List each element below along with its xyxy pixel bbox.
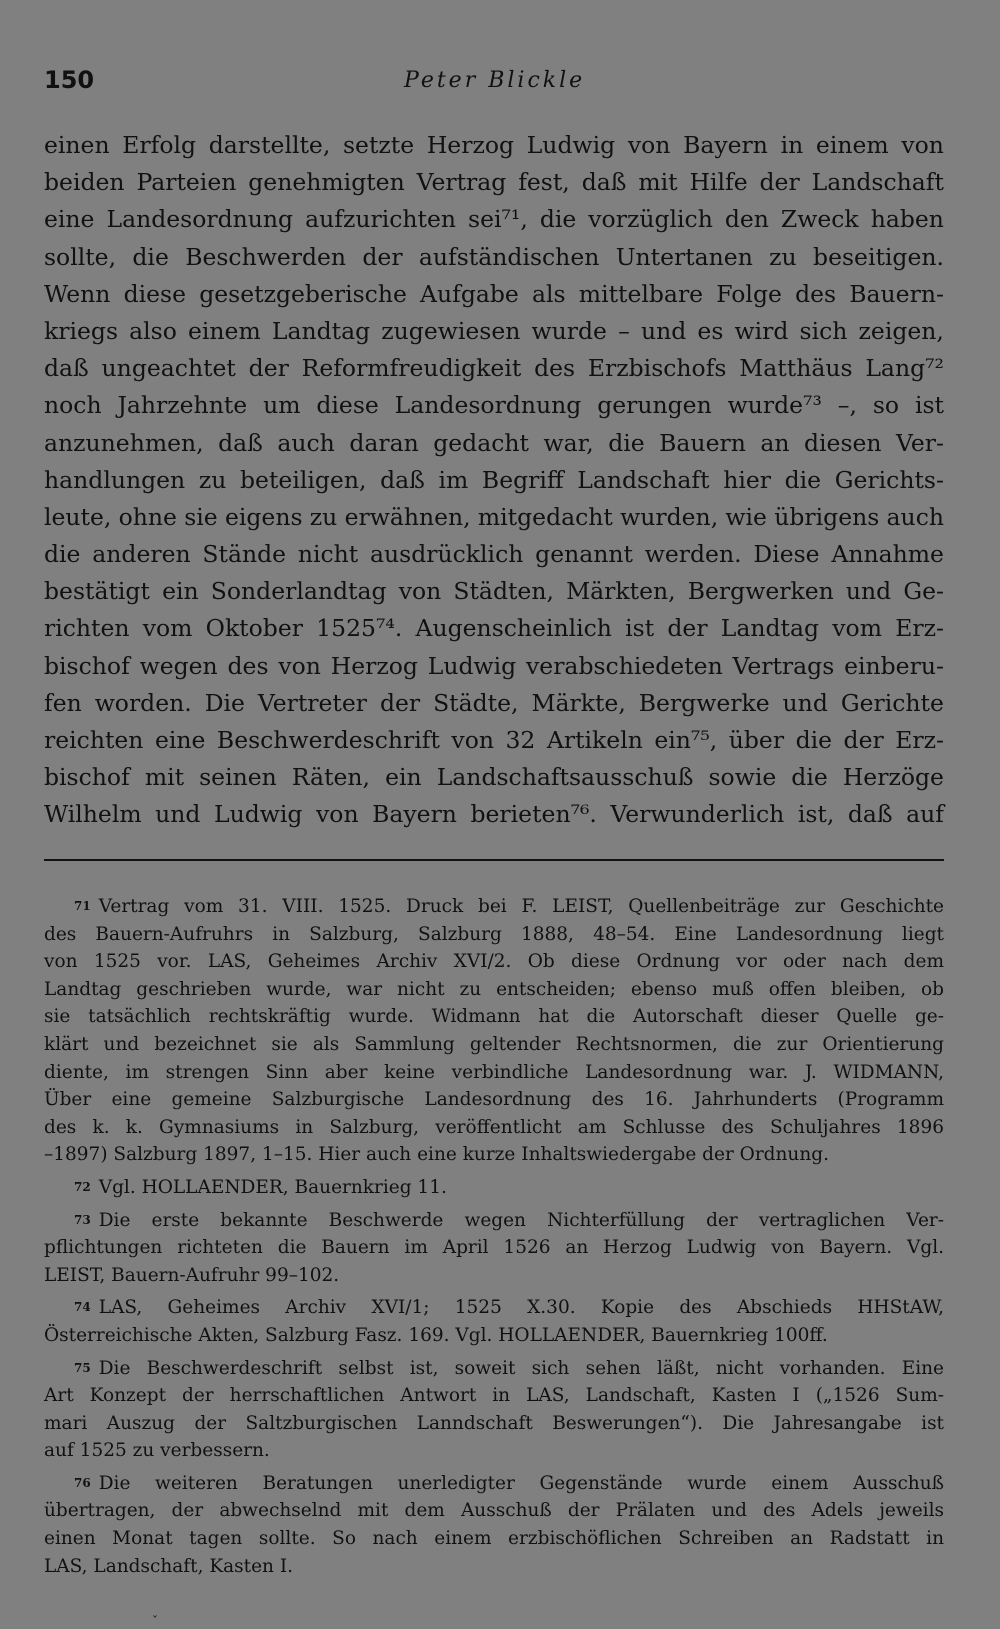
word: des [795, 279, 837, 308]
stray-mark: ˇ [152, 1614, 158, 1628]
body-line [44, 573, 944, 610]
word: – [618, 316, 630, 345]
footnote-line [44, 921, 944, 949]
word: die [791, 763, 828, 792]
word: mitgedacht [477, 502, 613, 531]
footnote-line [44, 1234, 944, 1262]
word: daß [581, 168, 627, 197]
word: daß [847, 800, 893, 829]
word: Ludwig [214, 800, 303, 829]
footnote-text: Landtag geschrieben wurde, war nicht zu entscheiden; ebenso muß offen bleiben, ob [44, 978, 944, 1000]
word: Zweck [780, 205, 859, 234]
word: der [248, 354, 289, 383]
word: eine [154, 726, 206, 754]
body-line [44, 685, 944, 722]
word: Bauern [659, 428, 746, 457]
word: in [780, 131, 804, 159]
footnote [44, 893, 944, 1169]
word: Beschwerdeschrift [216, 726, 440, 754]
word: setzte [342, 131, 415, 159]
word: Räten, [291, 763, 371, 792]
body-line [44, 313, 944, 350]
footnote-line [44, 1525, 944, 1553]
footnote-line [44, 1294, 944, 1322]
word: Hilfe [689, 168, 748, 197]
word: Parteien [136, 168, 237, 197]
word: auf [906, 800, 944, 829]
word: beteiligen, [240, 465, 367, 494]
body-line [44, 499, 944, 536]
word: Sonderlandtag [210, 577, 387, 606]
word: der [379, 688, 421, 717]
body-line [44, 201, 944, 238]
word: genehmigten [248, 168, 405, 197]
word: zeigen, [858, 316, 944, 345]
footnote-text: sie tatsächlich rechtskräftig wurde. Widmann hat die Autorschaft dieser Quelle ge- [44, 1006, 944, 1028]
word: leute, [44, 502, 112, 531]
body-line [44, 350, 944, 387]
word: von [627, 131, 671, 159]
word: diese [123, 279, 187, 308]
word: zu [198, 465, 227, 494]
word: sowie [708, 763, 777, 792]
body-line [44, 759, 944, 796]
word: seinen [199, 763, 277, 792]
word: beseitigen. [813, 242, 944, 271]
footnote-number: 72 [74, 1179, 91, 1194]
footnote-separator [44, 859, 944, 861]
footnote-line [44, 1382, 944, 1410]
footnote-text: Art Konzept der herrschaftlichen Antwort in LAS, Landschaft, Kasten I („1526 Sum- [44, 1385, 944, 1407]
word: von [901, 131, 944, 159]
word: einen [44, 131, 110, 159]
word: Artikeln [546, 726, 643, 754]
footnote-text: Die erste bekannte Beschwerde wegen Nichterfüllung der vertraglichen Ver- [98, 1209, 944, 1231]
word: wird [734, 316, 789, 345]
word: hier [723, 465, 771, 494]
footnote-text: von 1525 vor. LAS, Geheimes Archiv XVI/2. Ob diese Ordnung vor oder nach dem [44, 951, 944, 973]
word: ein⁷⁵, [654, 726, 718, 754]
body-line [44, 387, 944, 424]
footnote [44, 1174, 944, 1202]
word: Gerichte [840, 688, 944, 717]
footnote-line [44, 1114, 944, 1142]
footnote-line [44, 1031, 944, 1059]
footnote-line [44, 948, 944, 976]
word: Städten, [453, 577, 554, 606]
word: mit [144, 763, 185, 792]
word: vom [142, 614, 193, 643]
body-line [44, 127, 944, 164]
word: und [845, 577, 892, 606]
word: die [132, 242, 169, 271]
word: darstellte, [208, 131, 331, 159]
body-line [44, 462, 944, 499]
word: Begriff [481, 465, 564, 494]
footnote-line [44, 1059, 944, 1087]
footnote-text: Die weiteren Beratungen unerledigter Gegenstände wurde einem Ausschuß [98, 1472, 944, 1494]
footnote-text: mari Auszug der Saltzburgischen Lanndschaft Beswerungen“). Die Jahresangabe ist [44, 1412, 944, 1434]
word: Landtag [271, 316, 371, 345]
word: 1525⁷⁴. [316, 614, 403, 643]
footnote-text: pflichtungen richteten die Bauern im April 1526 an Herzog Ludwig von Bayern. Vgl. [44, 1237, 944, 1259]
page-number: 150 [44, 66, 95, 94]
word: Wenn [44, 279, 111, 308]
word: Annahme [831, 540, 944, 569]
footnote-text: klärt und bezeichnet sie als Sammlung geltender Rechtsnormen, die zur Orientierung [44, 1033, 944, 1055]
word: der [843, 726, 884, 754]
word: die [44, 540, 81, 569]
word: Herzöge [842, 763, 944, 792]
word: Untertanen [615, 242, 753, 271]
footnote-line [44, 1003, 944, 1031]
word: daß [380, 465, 425, 494]
word: Beschwerden [185, 242, 347, 271]
word: Vertreter [257, 688, 368, 717]
body-line [44, 239, 944, 276]
word: Landesordnung [394, 391, 582, 420]
word: richten [44, 614, 130, 643]
word: fest, [518, 168, 570, 197]
word: ein [385, 763, 422, 792]
word: im [438, 465, 469, 494]
word: Die [204, 688, 245, 717]
word: die [608, 428, 645, 457]
word: Verwunderlich [610, 800, 785, 829]
word: sich [799, 316, 848, 345]
footnote-text: diente, im strengen Sinn aber keine verbindliche Landesordnung war. J. WIDMANN, [44, 1061, 944, 1083]
word: zugewiesen [381, 316, 521, 345]
word: Landschaft [811, 168, 944, 197]
word: gerungen [597, 391, 712, 420]
word: der [362, 242, 403, 271]
word: vorzüglich [588, 205, 713, 234]
word: Ver- [896, 428, 944, 457]
word: um [263, 391, 301, 420]
word: von [398, 577, 442, 606]
word: Ge- [903, 577, 944, 606]
word: an [760, 428, 790, 457]
word: Bergwerke [638, 688, 770, 717]
word: noch [44, 391, 102, 420]
word: die [539, 205, 577, 234]
word: es [697, 316, 724, 345]
footnote-line [44, 1355, 944, 1383]
word: Herzog [330, 651, 418, 680]
word: Märkte, [531, 688, 626, 717]
footnote-number: 75 [74, 1360, 91, 1375]
word: aufzurichten [305, 205, 457, 234]
word: zu [309, 502, 338, 531]
word: reichten [44, 726, 144, 754]
footnote-text: Über eine gemeine Salzburgische Landesordnung des 16. Jahrhunderts (Programm [44, 1089, 944, 1111]
word: sollte, [44, 242, 117, 271]
word: wurde⁷³ [727, 391, 822, 420]
word: Landschaft [577, 465, 710, 494]
word: bischof [44, 651, 130, 680]
word: aufständischen [418, 242, 600, 271]
word: vom [832, 614, 882, 643]
word: eine [44, 205, 95, 234]
word: genannt [535, 540, 633, 569]
footnote-line [44, 1207, 944, 1235]
word: Matthäus [739, 354, 853, 383]
word: berieten⁷⁶. [470, 800, 597, 829]
word: Ludwig [427, 651, 517, 680]
word: übrigens [774, 502, 880, 531]
word: Erz- [895, 614, 944, 643]
footnote-line [44, 1437, 944, 1465]
word: über [728, 726, 785, 754]
footnote-text: Österreichische Akten, Salzburg Fasz. 169. Vgl. HOLLAENDER, Bauernkrieg 100ff. [44, 1324, 828, 1346]
word: Bayern [372, 800, 457, 829]
body-line [44, 276, 944, 313]
word: worden. [94, 688, 192, 717]
footnote-text: Vgl. HOLLAENDER, Bauernkrieg 11. [98, 1176, 447, 1198]
footnote-line [44, 976, 944, 1004]
word: Aufgabe [420, 279, 519, 308]
word: auch [886, 502, 944, 531]
word: bischof [44, 763, 130, 792]
word: und [640, 316, 687, 345]
body-line [44, 164, 944, 201]
word: wurden, [620, 502, 719, 531]
word: Wilhelm [44, 800, 142, 829]
footnote-text: auf 1525 zu verbessern. [44, 1440, 270, 1462]
word: zu [769, 242, 797, 271]
word: mit [638, 168, 678, 197]
footnote [44, 1294, 944, 1349]
word: Erz- [895, 726, 944, 754]
body-line [44, 722, 944, 759]
footnote-line [44, 1174, 944, 1202]
word: anderen [92, 540, 191, 569]
word: –, [837, 391, 857, 420]
word: beiden [44, 168, 125, 197]
word: ist [914, 391, 944, 420]
footnote-text: LAS, Geheimes Archiv XVI/1; 1525 X.30. Kopie des Abschieds HHStAW, [98, 1297, 944, 1319]
footnotes [44, 893, 944, 1585]
word: des [227, 651, 269, 680]
word: die [795, 726, 833, 754]
footnote-text: –1897) Salzburg 1897, 1–15. Hier auch eine kurze Inhaltswiedergabe der Ordnung. [44, 1144, 829, 1166]
body-line [44, 610, 944, 647]
word: Jahrzehnte [117, 391, 248, 420]
word: werden. [644, 540, 742, 569]
word: als [532, 279, 566, 308]
body-line [44, 796, 944, 833]
footnote-line [44, 1470, 944, 1498]
word: ohne [118, 502, 177, 531]
footnote-text: einen Monat tagen sollte. So nach einem erzbischöflichen Schreiben an Radstatt in [44, 1528, 944, 1550]
word: einberu- [844, 651, 944, 680]
footnote-line [44, 1322, 944, 1350]
footnote-line [44, 1410, 944, 1438]
footnote-text: des k. k. Gymnasiums in Salzburg, veröffentlicht am Schlusse des Schuljahres 1896 [44, 1116, 944, 1138]
word: anzunehmen, [44, 428, 204, 457]
word: eigens [224, 502, 303, 531]
word: Erzbischofs [587, 354, 727, 383]
running-head: Peter Blickle [404, 68, 586, 93]
footnote-line [44, 893, 944, 921]
word: Herzog [426, 131, 515, 159]
footnote-line [44, 1553, 944, 1581]
word: und [782, 688, 828, 717]
word: ist, [797, 800, 835, 829]
word: Städte, [433, 688, 519, 717]
word: einem [187, 316, 261, 345]
word: Landtag [720, 614, 820, 643]
footnote-text: Die Beschwerdeschrift selbst ist, soweit sich sehen läßt, nicht vorhanden. Eine [98, 1357, 944, 1379]
word: Diese [753, 540, 820, 569]
word: gedacht [433, 428, 529, 457]
footnote [44, 1355, 944, 1465]
footnote-number: 74 [74, 1300, 91, 1315]
footnote-number: 76 [74, 1475, 91, 1490]
footnote [44, 1470, 944, 1580]
word: Folge [716, 279, 782, 308]
word: einem [815, 131, 889, 159]
word: bestätigt [44, 577, 150, 606]
word: ungeachtet [101, 354, 236, 383]
word: haben [870, 205, 944, 234]
word: Augenscheinlich [415, 614, 612, 643]
footnote-line [44, 1262, 944, 1290]
word: Ludwig [526, 131, 616, 159]
word: Landschaftsausschuß [436, 763, 694, 792]
word: des [534, 354, 576, 383]
word: daß [44, 354, 89, 383]
footnote-line [44, 1141, 944, 1169]
word: so [872, 391, 900, 420]
word: wurde [531, 316, 607, 345]
word: Oktober [205, 614, 303, 643]
word: sei⁷¹, [468, 205, 528, 234]
word: daran [349, 428, 419, 457]
word: Landesordnung [106, 205, 294, 234]
word: von [316, 800, 359, 829]
word: kriegs [44, 316, 118, 345]
body-line [44, 536, 944, 573]
footnote-line [44, 1497, 944, 1525]
word: Reformfreudigkeit [301, 354, 522, 383]
word: Märkten, [566, 577, 676, 606]
footnote [44, 1207, 944, 1290]
page-header [44, 66, 944, 102]
word: diesen [803, 428, 882, 457]
footnote-line [44, 1086, 944, 1114]
word: ist [625, 614, 655, 643]
word: war, [543, 428, 594, 457]
word: erwähnen, [344, 502, 471, 531]
body-text [44, 127, 944, 834]
word: Bauern- [849, 279, 944, 308]
word: wegen [139, 651, 218, 680]
word: handlungen [44, 465, 186, 494]
word: ein [162, 577, 199, 606]
word: verabschiedeten [526, 651, 723, 680]
word: von [451, 726, 494, 754]
word: von [278, 651, 321, 680]
word: gesetzgeberische [199, 279, 407, 308]
word: Vertrag [416, 168, 507, 197]
word: nicht [297, 540, 359, 569]
word: und [155, 800, 201, 829]
word: Lang⁷² [865, 354, 944, 383]
word: der [667, 614, 708, 643]
word: wie [725, 502, 767, 531]
word: Vertrags [732, 651, 835, 680]
word: ausdrücklich [370, 540, 524, 569]
footnote-text: des Bauern-Aufruhrs in Salzburg, Salzburg 1888, 48–54. Eine Landesordnung liegt [44, 923, 944, 945]
footnote-text: Vertrag vom 31. VIII. 1525. Druck bei F. LEIST, Quellenbeiträge zur Geschichte [98, 896, 944, 917]
word: Bayern [683, 131, 768, 159]
footnote-text: LEIST, Bauern-Aufruhr 99–102. [44, 1264, 340, 1286]
word: mittelbare [578, 279, 704, 308]
word: auch [277, 428, 335, 457]
footnote-number: 73 [74, 1212, 91, 1227]
word: der [759, 168, 800, 197]
word: also [129, 316, 177, 345]
word: Stände [202, 540, 287, 569]
word: die [784, 465, 822, 494]
word: Bergwerken [687, 577, 834, 606]
footnote-text: übertragen, der abwechselnd mit dem Ausschuß der Prälaten und des Adels jeweils [44, 1500, 944, 1522]
word: 32 [505, 726, 536, 754]
word: den [724, 205, 769, 234]
word: diese [316, 391, 379, 420]
body-line [44, 648, 944, 685]
word: sie [184, 502, 218, 531]
body-line [44, 425, 944, 462]
word: Erfolg [122, 131, 197, 159]
word: Gerichts- [834, 465, 944, 494]
footnote-text: LAS, Landschaft, Kasten I. [44, 1555, 294, 1577]
word: daß [218, 428, 263, 457]
word: fen [44, 688, 82, 717]
footnote-number: 71 [74, 899, 91, 913]
